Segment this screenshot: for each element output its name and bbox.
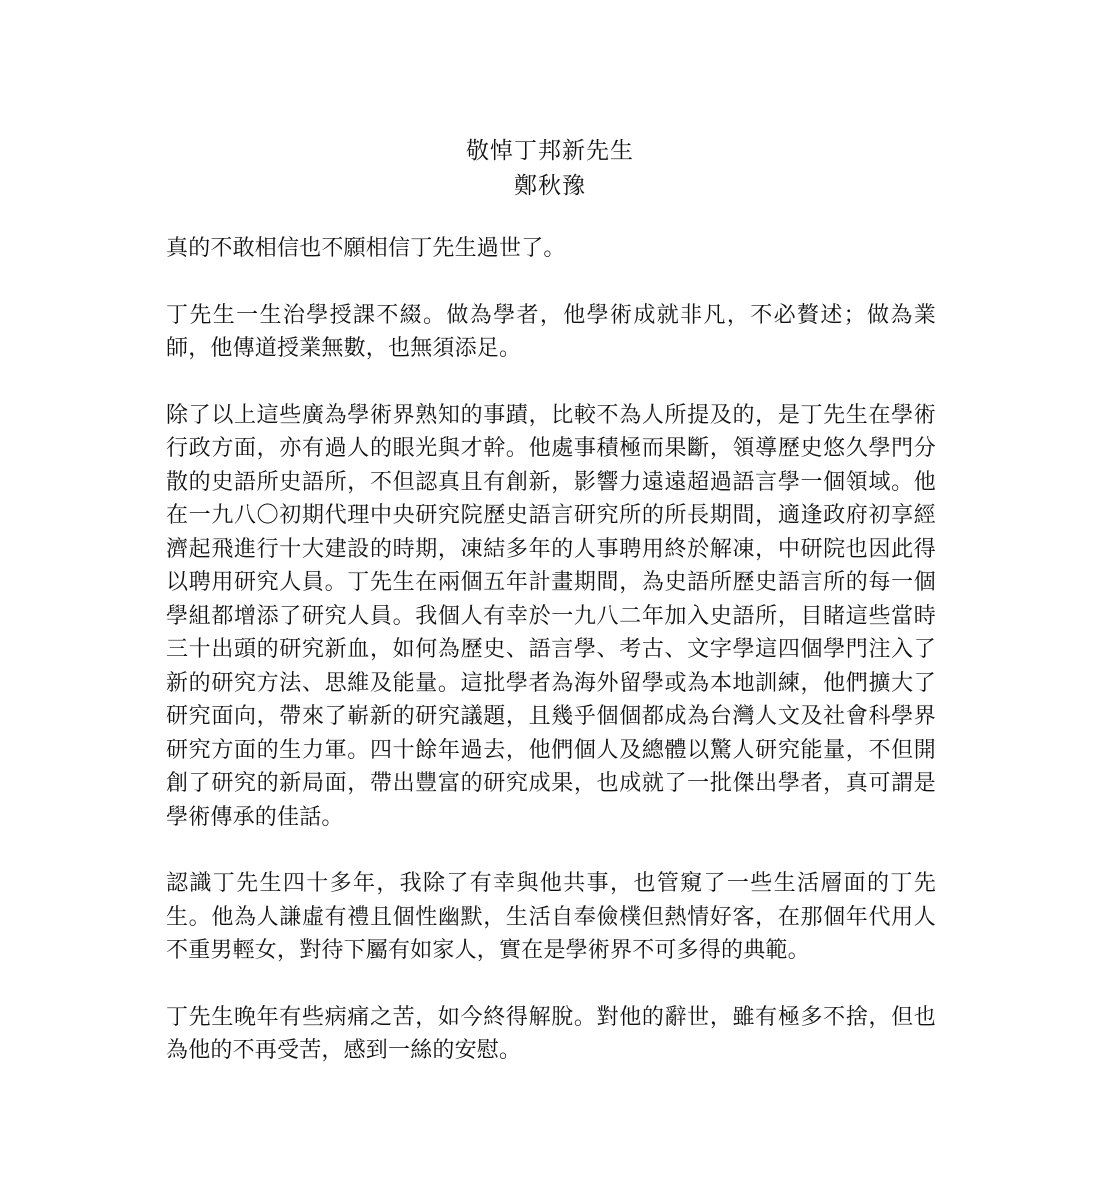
document-author: 鄭秋豫 — [514, 173, 586, 199]
paragraph: 認識丁先生四十多年，我除了有幸與他共事，也管窺了一些生活層面的丁先生。他為人謙虛有禮且個性幽默，生活自奉儉樸但熱情好客，在那個年代用人不重男輕女，對待下屬有如家人，實在是學術界不可多得的典範。 — [166, 871, 936, 963]
paragraph: 丁先生一生治學授課不綴。做為學者，他學術成就非凡，不必贅述；做為業師，他傳道授業無數，也無須添足。 — [166, 302, 936, 361]
paragraph: 真的不敢相信也不願相信丁先生過世了。 — [166, 236, 566, 261]
title-block — [0, 134, 1100, 204]
paragraph: 丁先生晚年有些病痛之苦，如今終得解脫。對他的辭世，雖有極多不捨，但也為他的不再受苦，感到一絲的安慰。 — [166, 1004, 936, 1063]
paragraph: 除了以上這些廣為學術界熟知的事蹟，比較不為人所提及的，是丁先生在學術行政方面，亦有過人的眼光與才幹。他處事積極而果斷，領導歷史悠久學門分散的史語所史語所，不但認真且有創新，影響力遠遠超過語言學一個領域。他在一九八〇初期代理中央研究院歷史語言研究所的所長期間，適逢政府初享經濟起飛進行十大建設的時期，凍結多年的人事聘用終於解凍，中研院也因此得以聘用研究人員。丁先生在兩個五年計畫期間，為史語所歷史語言所的每一個學組都增添了研究人員。我個人有幸於一九八二年加入史語所，目睹這些當時三十出頭的研究新血，如何為歷史、語言學、考古、文字學這四個學門注入了新的研究方法、思維及能量。這批學者為海外留學或為本地訓練，他們擴大了研究面向，帶來了嶄新的研究議題，且幾乎個個都成為台灣人文及社會科學界研究方面的生力軍。四十餘年過去，他們個人及總體以驚人研究能量，不但開創了研究的新局面，帶出豐富的研究成果，也成就了一批傑出學者，真可謂是學術傳承的佳話。 — [166, 402, 936, 830]
document-title: 敬悼丁邦新先生 — [466, 138, 634, 164]
document-body — [166, 232, 936, 1101]
